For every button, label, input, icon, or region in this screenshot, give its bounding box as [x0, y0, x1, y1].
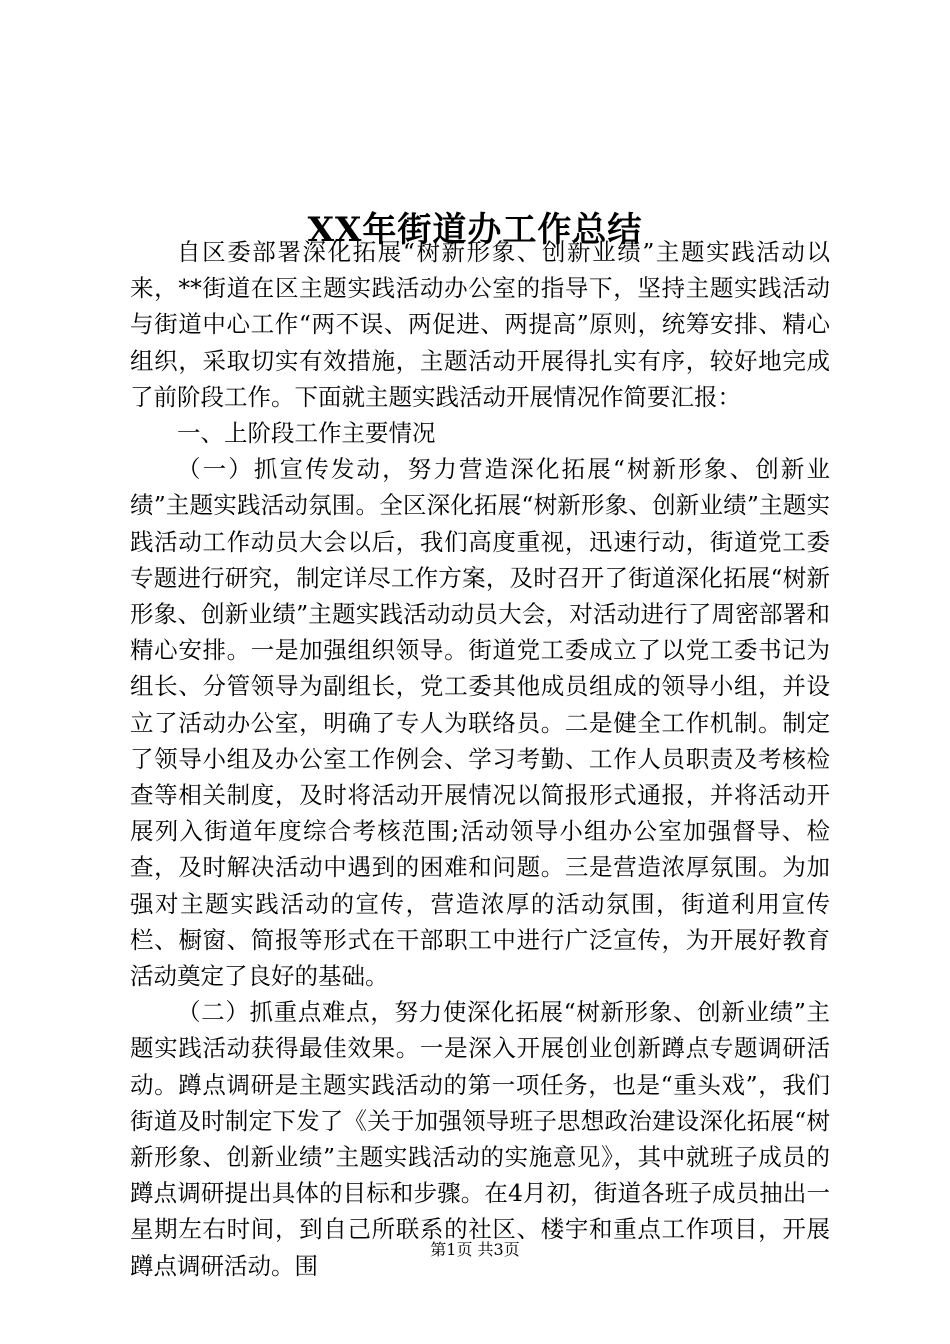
document-title: XX年街道办工作总结 — [307, 209, 643, 250]
paragraph-intro: 自区委部署深化拓展“树新形象、创新业绩”主题实践活动以来，**街道在区主题实践活动办公室的指导下，坚持主题实践活动与街道中心工作“两不误、两促进、两提高”原则，统筹安排、精心组织，采取切实有效措施，主题活动开展得扎实有序，较好地完成了前阶段工作。下面就主题实践活动开展情况作简要汇报： — [130, 238, 830, 411]
document-body — [130, 234, 830, 1284]
paragraph-subsection-2: （二）抓重点难点，努力使深化拓展“树新形象、创新业绩”主题实践活动获得最佳效果。一是深入开展创业创新蹲点专题调研活动。蹲点调研是主题实践活动的第一项任务，也是“重头戏”，我们街道及时制定下发了《关于加强领导班子思想政治建设深化拓展“树新形象、创新业绩”主题实践活动的实施意见》，其中就班子成员的蹲点调研提出具体的目标和步骤。在4月初，街道各班子成员抽出一星期左右时间，到自己所联系的社区、楼宇和重点工作项目，开展蹲点调研活动。围 — [130, 998, 830, 1280]
page-number-footer: 第1页 共3页 — [430, 1240, 520, 1259]
paragraph-subsection-1: （一）抓宣传发动，努力营造深化拓展“树新形象、创新业绩”主题实践活动氛围。全区深化拓展“树新形象、创新业绩”主题实践活动工作动员大会以后，我们高度重视，迅速行动，街道党工委专题进行研究，制定详尽工作方案，及时召开了街道深化拓展“树新形象、创新业绩”主题实践活动动员大会，对活动进行了周密部署和精心安排。一是加强组织领导。街道党工委成立了以党工委书记为组长、分管领导为副组长，党工委其他成员组成的领导小组，并设立了活动办公室，明确了专人为联络员。二是健全工作机制。制定了领导小组及办公室工作例会、学习考勤、工作人员职责及考核检查等相关制度，及时将活动开展情况以简报形式通报，并将活动开展列入街道年度综合考核范围;活动领导小组办公室加强督导、检查，及时解决活动中遇到的困难和问题。三是营造浓厚氛围。为加强对主题实践活动的宣传，营造浓厚的活动氛围，街道利用宣传栏、橱窗、简报等形式在干部职工中进行广泛宣传，为开展好教育活动奠定了良好的基础。 — [130, 455, 830, 991]
section-heading-1: 一、上阶段工作主要情况 — [177, 419, 436, 448]
